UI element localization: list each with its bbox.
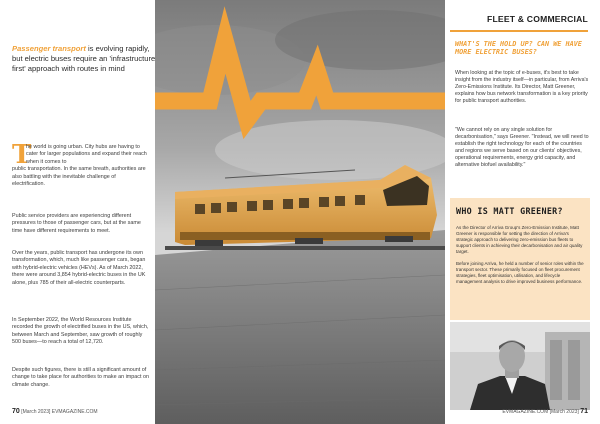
page-number-right: 71: [580, 408, 588, 415]
body-paragraph-1-rest: public transportation. In the same breath, authorities are also battling with the inevitable challenge of electrification.: [12, 166, 146, 188]
right-paragraph-2: "We cannot rely on any single solution for decarbonisation," says Greener. "Instead, we will need to establish the right technology for each of the countries and regions we serve based on our clients' objectives, operational requirements, energy grid capacity, and alternative biofuel availability.": [455, 127, 589, 169]
profile-box-paragraph-2: Before joining Arriva, he held a number of senior roles within the transport sector. These primarily focused on fleet procurement strategies, fleet optimisation, utilisation, and lifecycle management analysis to drive improved business performance.: [456, 261, 584, 285]
profile-box-paragraph-1: As the Director of Arriva Group's Zero-Emission Institute, Matt Greener is responsible for setting the direction of Arriva's strategic approach to delivering zero-emission bus fleets to support clients in achieving their decarbonisation and air quality target.: [456, 225, 583, 255]
body-paragraph-5: Despite such figures, there is still a significant amount of change to take place for authorities to make an impact on climate change.: [12, 367, 149, 388]
footer-left: [12, 408, 98, 415]
body-paragraph-2: Public service providers are experiencing different pressures to those of passenger cars, but at the same time have different requirements to meet.: [12, 213, 141, 234]
right-paragraph-1: When looking at the topic of e-buses, it's best to take insight from the industry itself—in particular, from Arriva's Zero-Emissions Institute. Its Director, Matt Greener, explains how bus network transformation is a key priority for public transport authorities.: [455, 70, 589, 105]
standfirst: [12, 44, 160, 74]
drop-cap: T: [12, 140, 32, 170]
section-label: FLEET & COMMERCIAL: [487, 14, 588, 24]
footer-left-meta: [March 2023] EVMAGAZINE.COM: [21, 409, 98, 415]
body-paragraph-3: Over the years, public transport has undergone its own transformation, which, much like passenger cars, began with hybrid-electric vehicles (HEVs). As of March 2022, there were around 3,854 hybrid-electric buses in the UK alone, plus 785 of their all-electric counterparts.: [12, 250, 146, 286]
footer-right: [502, 408, 588, 415]
standfirst-highlight: Passenger transport: [12, 44, 86, 53]
subheading: WHAT'S THE HOLD UP? CAN WE HAVE MORE ELECTRIC BUSES?: [455, 40, 582, 56]
body-paragraph-4: In September 2022, the World Resources Institute recorded the growth of electrified buses in the US, which, between March and September, saw growth of roughly 500 buses—to reach a total of 12,720.: [12, 317, 149, 346]
right-page: [300, 0, 600, 424]
profile-box: [450, 198, 590, 320]
page-number-left: 70: [12, 408, 20, 415]
portrait-photo: [450, 322, 590, 410]
section-divider: [450, 30, 588, 32]
profile-box-title: WHO IS MATT GREENER?: [456, 206, 563, 216]
standfirst-text: is evolving rapidly, but electric buses require an 'infrastructure first' approach with routes in mind: [12, 44, 156, 73]
body-paragraph-1: [12, 140, 150, 188]
footer-right-meta: EVMAGAZINE.COM [March 2023]: [502, 409, 579, 415]
body-paragraph-1-lead: he world is going urban. City hubs are having to cater for larger populations and expand their reach when it comes to: [26, 144, 147, 165]
